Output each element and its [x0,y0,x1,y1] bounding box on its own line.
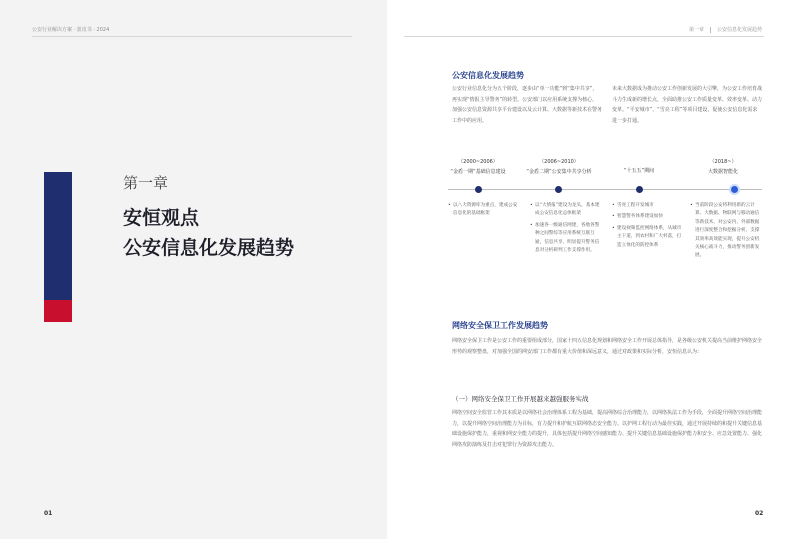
timeline-list-2 [530,202,602,258]
page-number-right: 02 [755,510,764,517]
timeline-marker-current [731,186,738,193]
page-number-left: 01 [44,510,53,517]
timeline-axis [448,189,762,190]
timeline-year [600,158,678,164]
timeline-phase: “十五五”期间 [623,168,655,174]
section1-para-left: 公安行业信息化分为五个阶段，逐步由“单一功能”到“集中共享”，再实现“情报主导警务”的转型。公安部门以应用系统支撑为核心，加强公安信息资源共享平台建设以及云计算、大数据等新技术在警务工作中的应用。 [452,86,603,124]
chapter-title-line2: 公安信息化发展趋势 [123,237,295,259]
timeline-stage-2 [520,158,598,175]
left-page [0,0,387,539]
timeline-year: （2006~2010） [539,159,579,165]
timeline-marker [636,186,643,193]
timeline [448,158,762,288]
timeline-list-4 [690,202,762,264]
header-right-title: 公安信息化发展趋势 [716,27,762,33]
timeline-phase: 大数据智能化 [707,169,738,175]
timeline-stage-3 [600,158,678,174]
timeline-stage-1 [439,158,517,175]
timeline-phase: “金盾二期”公安集中共享分析 [526,169,592,175]
list-item: • 当前阶段公安将利用新的云计算、大数据、物联网与移动通信等新技术，对公安内、外部数据进行深度整合和挖掘分析，支撑其效率高效能实现，提升公安机关核心战斗力，推动警务创新发展。 [690,202,762,261]
timeline-stage-4 [684,158,762,175]
header-rule-right [404,36,764,37]
timeline-marker [555,186,562,193]
header-rule-left [32,36,352,37]
list-item: • 建设视频监控网络体系，从城市主干道，到农村和广大村落，打造立体化的防控体系 [612,225,684,250]
list-item: • 以“大情报”建设为龙头，基本建成公安信息化总体框架 [530,202,602,219]
red-accent-bar [44,300,72,322]
timeline-marker [475,186,482,193]
section2-sub-para: 网络空间安全监管工作其本质是以网络社会治理体系工程为基础，提高网络综合治理能力，以网络执法工作为手段，全面提升网络空间治理能力，以提升网络空间治理能力为目标，有力提升和护航互联网络态安全能力。以护网工程行动为最佳实践，通过开展持续的和提升关键信息基础设施保护能力，重视和网安全能力的提升，具体包括提升网络空间感知能力、提升关键信息基础设施保护能力和安全、应急处置能力、强化网络攻防演练及打击对犯罪行为资源攻击能力。 [452,410,763,448]
chapter-title-line1: 安恒观点 [123,207,200,229]
navy-accent-bar [44,172,72,300]
section1-title: 公安信息化发展趋势 [452,71,524,80]
list-item: • 以八大资源库为重点，建成公安信息化的基础框架 [448,202,520,219]
section2-subtitle: （一）网络安全保卫工作开展越来越强服务实战 [452,395,589,403]
timeline-year: （2018~） [709,159,737,165]
header-divider [710,27,711,33]
header-left-text: 公安行业解决方案 · 蓝皮书 · 2024 [32,27,110,33]
header-right [689,26,762,33]
chapter-label: 第一章 [123,174,169,192]
timeline-phase: “金盾一期”基础信息建设 [450,169,506,175]
timeline-year: （2000~2006） [458,159,498,165]
list-item: • 加速各一级通信网建，各地各警种之间警综等应用系统互联互通，信息共享，明显提升警务信息对分析研判工作支撑作用。 [530,222,602,256]
section2-title: 网络安全保卫工作发展趋势 [452,321,548,330]
list-item: • 雪亮工程开发城市 [612,202,684,210]
header-right-chapter: 第一章 [688,27,704,33]
timeline-list-3 [612,202,684,253]
section2-para: 网络安全保卫工作是公安工作的重要组成部分，国家十四五信息化规划和网络安全工作开展总体指导，是各级公安机关提高当前维护网络安全形势的观察整盘，对加强全国的网安部门工作都有重大价值和深远意义，通过对政策和实际分析，安恒信息认为： [452,338,763,355]
list-item: • 智慧警务体系建设加快 [612,213,684,221]
section1-para-right: 未来大数据成为推动公安工作创新发展的大引擎，为公安工作培育战斗力生成新的增长点，全面助推公安工作质量变革、效率变革、动力变革。“平安城市”、“雪亮工程”等项目建设，促使公安信息化需求进一步打通。 [612,86,763,124]
timeline-list-1 [448,202,520,222]
